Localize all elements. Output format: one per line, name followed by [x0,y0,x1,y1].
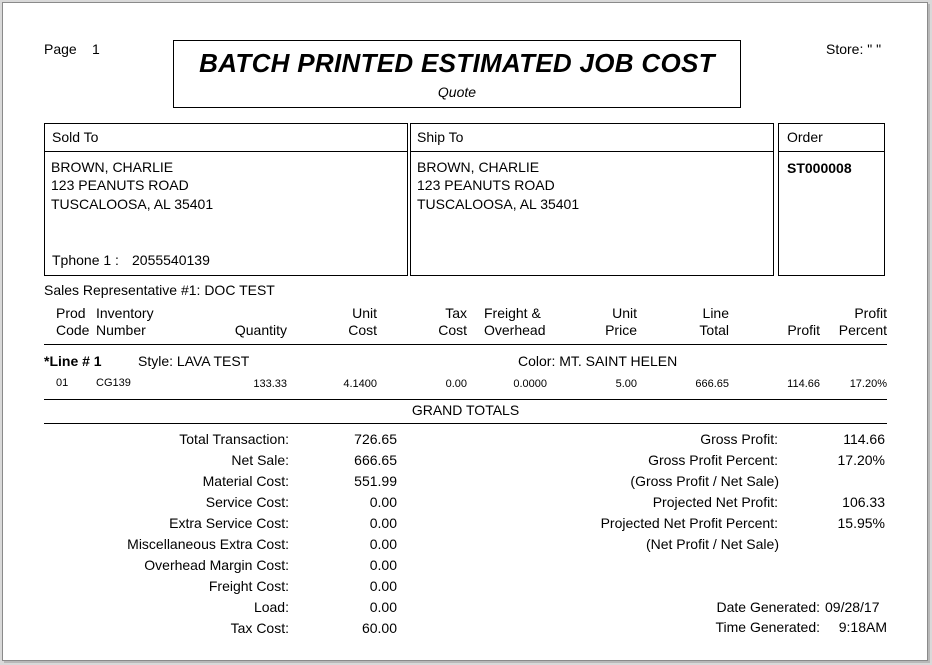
report-title: BATCH PRINTED ESTIMATED JOB COST [199,48,715,78]
order-box [778,123,885,276]
phone-value: 2055540139 [132,252,210,268]
report-page [2,2,928,661]
gross-profit-value: 114.66 [843,431,885,447]
proj-net-profit-value: 106.33 [842,494,885,510]
totals-label: Material Cost: [202,473,289,489]
col-tax-cost-2: Cost [438,322,467,338]
cell-line-total: 666.65 [695,378,729,390]
gross-profit-note: (Gross Profit / Net Sale) [630,473,779,489]
cell-prod-code: 01 [56,377,69,389]
col-tax-cost-1: Tax [445,305,467,321]
line-style: Style: LAVA TEST [138,353,250,369]
gross-profit-label: Gross Profit: [700,431,778,447]
grand-totals-heading: GRAND TOTALS [411,402,520,418]
col-unit-cost-1: Unit [352,305,377,321]
totals-value: 0.00 [369,578,397,594]
page-number: 1 [92,41,100,57]
col-profit-pct-1: Profit [854,305,887,321]
ship-to-city: TUSCALOOSA, AL 35401 [417,196,580,212]
sold-to-city: TUSCALOOSA, AL 35401 [51,196,214,212]
proj-net-profit-pct-label: Projected Net Profit Percent: [600,515,778,531]
col-line-total-2: Total [699,322,729,338]
totals-value: 551.99 [354,473,397,489]
header-divider [44,344,887,345]
totals-label: Total Transaction: [179,431,289,447]
totals-value: 0.00 [369,557,397,573]
page-label: Page [44,41,77,57]
ship-to-box [410,123,774,276]
line-color: Color: MT. SAINT HELEN [518,353,678,369]
cell-quantity: 133.33 [253,378,287,390]
totals-label: Miscellaneous Extra Cost: [127,536,289,552]
col-freight-1: Freight & [484,305,541,321]
proj-net-profit-pct-value: 15.95% [837,515,885,531]
totals-value: 0.00 [369,536,397,552]
totals-label: Tax Cost: [230,620,289,636]
cell-freight: 0.0000 [513,378,547,390]
col-inventory-2: Number [96,322,146,338]
totals-label: Load: [253,599,289,615]
title-box [173,40,741,108]
totals-value: 726.65 [354,431,397,447]
totals-label: Extra Service Cost: [169,515,289,531]
cell-unit-price: 5.00 [615,378,637,390]
net-profit-note: (Net Profit / Net Sale) [645,536,779,552]
col-prod-2: Code [56,322,90,338]
col-profit: Profit [787,322,820,338]
cell-inventory: CG139 [96,377,131,389]
totals-value: 666.65 [354,452,397,468]
col-unit-price-1: Unit [612,305,637,321]
totals-label: Freight Cost: [208,578,289,594]
col-unit-cost-2: Cost [348,322,377,338]
col-quantity: Quantity [234,322,287,338]
totals-label: Overhead Margin Cost: [144,557,289,573]
time-generated-value: 9:18AM [838,619,887,635]
col-line-total-1: Line [702,305,729,321]
report-subtitle: Quote [437,84,477,100]
ship-to-address: 123 PEANUTS ROAD [417,177,555,193]
order-label: Order [787,129,823,145]
sold-to-box [44,123,408,276]
cell-profit-pct: 17.20% [849,378,887,390]
totals-value: 0.00 [369,599,397,615]
line-label: *Line # 1 [44,353,102,369]
cell-unit-cost: 4.1400 [343,378,377,390]
totals-bottom-divider [44,423,887,424]
date-generated-value: 09/28/17 [825,599,880,615]
sold-to-label: Sold To [52,129,99,145]
gross-profit-pct-label: Gross Profit Percent: [648,452,778,468]
cell-profit: 114.66 [787,378,820,390]
cell-tax-cost: 0.00 [445,378,467,390]
ship-to-label: Ship To [417,129,464,145]
totals-value: 0.00 [369,494,397,510]
col-profit-pct-2: Percent [838,322,887,338]
totals-label: Service Cost: [205,494,289,510]
col-freight-2: Overhead [484,322,546,338]
totals-value: 0.00 [369,515,397,531]
phone-label: Tphone 1 : [52,252,119,268]
order-number: ST000008 [787,160,852,176]
store-label: Store: " " [826,41,882,57]
ship-to-name: BROWN, CHARLIE [417,159,540,175]
sold-to-name: BROWN, CHARLIE [51,159,174,175]
col-inventory-1: Inventory [96,305,154,321]
totals-top-divider [44,399,887,400]
totals-label: Net Sale: [231,452,289,468]
sales-rep: Sales Representative #1: DOC TEST [44,282,275,298]
date-generated-label: Date Generated: [716,599,820,615]
time-generated-label: Time Generated: [715,619,820,635]
col-unit-price-2: Price [605,322,637,338]
totals-value: 60.00 [361,620,397,636]
col-prod-1: Prod [56,305,86,321]
gross-profit-pct-value: 17.20% [837,452,885,468]
sold-to-address: 123 PEANUTS ROAD [51,177,189,193]
proj-net-profit-label: Projected Net Profit: [652,494,778,510]
